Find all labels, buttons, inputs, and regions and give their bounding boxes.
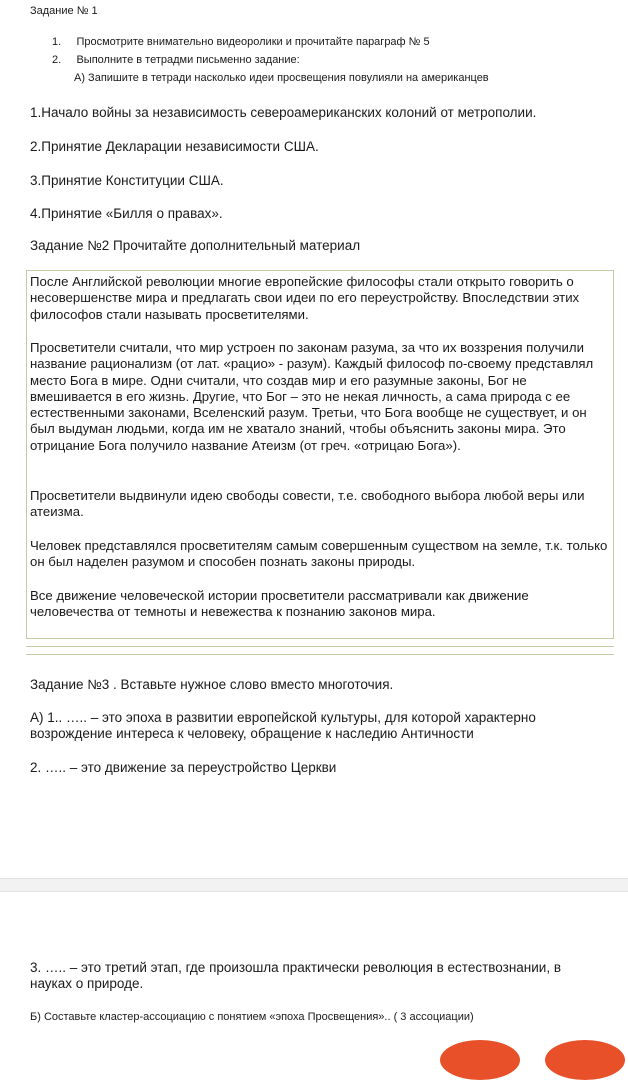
task1-step-3: А) Запишите в тетради насколько идеи просвещения повулияли на американцев — [74, 72, 489, 84]
reading-paragraph: Просветители считали, что мир устроен по законам разума, за что их воззрения получили название рационализм (от лат. «рацио» - разум). Каждый философ по-своему представлял место Бога в мире. Одни считали, что создав мир и его разумные законы, Бог не вмешивается в его жизнь. Другие, что Бог – это не некая личность, а сама природа с ее естественными законами, Вселенский разум. Третьи, что Бога вообще не существует, и он был выдуман людьми, когда им не хватало знаний, чтобы объяснить законы мира. Это отрицание Бога получило название Атеизм (от греч. «отрицаю Бога»). — [30, 340, 594, 453]
reading-paragraph: После Английской революции многие европейские философы стали открыто говорить о несовершенстве мира и предлагать свои идеи по его переустройству. Впоследствии этих философов стали называть просветителями. — [30, 274, 580, 322]
box-divider — [26, 654, 614, 655]
task3-item-b: Б) Составьте кластер-ассоциацию с понятием «эпоха Просвещения».. ( 3 ассоциации) — [30, 1011, 474, 1023]
list-item: 4.Принятие «Билля о правах». — [30, 206, 223, 221]
box-divider — [26, 646, 614, 647]
task2-title: Задание №2 Прочитайте дополнительный материал — [30, 238, 361, 253]
reading-paragraph: Все движение человеческой истории просветители рассматривали как движение человечества от темноты и невежества к познанию законов мира. — [30, 588, 529, 620]
task3-item-2: 2. ….. – это движение за переустройство Церкви — [30, 760, 337, 775]
decorative-shape — [440, 1040, 520, 1080]
page-break — [0, 878, 628, 892]
task3-title: Задание №3 . Вставьте нужное слово вместо многоточия. — [30, 677, 394, 692]
list-item: 1.Начало войны за независимость североамериканских колоний от метрополии. — [30, 105, 537, 120]
task1-step-1: 1. Просмотрите внимательно видеоролики и прочитайте параграф № 5 — [52, 36, 430, 48]
task1-step-2: 2. Выполните в тетрадми письменно задание: — [52, 54, 300, 66]
reading-paragraph: Просветители выдвинули идею свободы совести, т.е. свободного выбора любой веры или атеизма. — [30, 488, 585, 520]
task3-item-a: А) 1.. ….. – это эпоха в развитии европейской культуры, для которой характерно возрождение интереса к человеку, обращение к наследию Античности — [30, 710, 536, 741]
reading-paragraph: Человек представлялся просветителям самым совершенным существом на земле, т.к. только он был наделен разумом и способен познать законы природы. — [30, 538, 608, 570]
list-item: 2.Принятие Декларации независимости США. — [30, 139, 319, 154]
decorative-shape — [545, 1040, 625, 1080]
reading-box — [26, 270, 614, 639]
box-divider — [26, 638, 614, 639]
task1-title: Задание № 1 — [30, 5, 98, 17]
task3-item-3: 3. ….. – это третий этап, где произошла практически революция в естествознании, в науках о природе. — [30, 960, 562, 991]
list-item: 3.Принятие Конституции США. — [30, 173, 224, 188]
